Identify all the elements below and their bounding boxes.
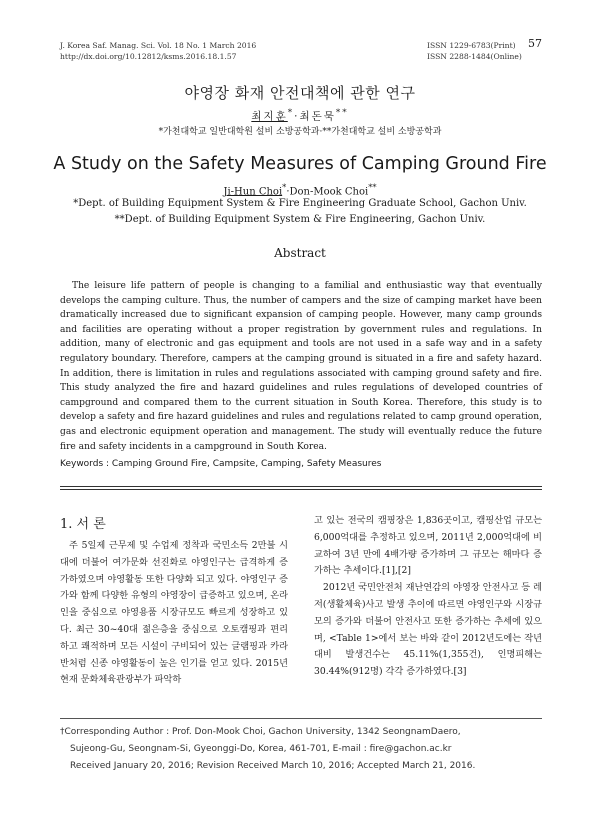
korean-title: 야영장 화재 안전대책에 관한 연구 <box>184 84 416 102</box>
doi-link[interactable]: http://dx.doi.org/10.12812/ksms.2016.18.1.57 <box>60 52 237 61</box>
abstract-heading: Abstract <box>274 246 326 260</box>
keywords: Keywords : Camping Ground Fire, Campsite, Camping, Safety Measures <box>60 459 382 469</box>
english-title: A Study on the Safety Measures of Camping Ground Fire <box>53 154 547 174</box>
english-author-1: Ji-Hun Choi <box>223 186 283 198</box>
english-affiliation-2: **Dept. of Building Equipment System & Fire Engineering, Gachon Univ. <box>114 214 486 225</box>
korean-author-1: 최지훈 <box>251 110 288 123</box>
running-header-left <box>60 40 256 62</box>
abstract-body <box>60 279 542 454</box>
english-authors <box>0 182 600 197</box>
left-column <box>60 538 288 689</box>
corresponding-author: †Corresponding Author : Prof. Don-Mook Choi, Gachon University, 1342 SeongnamDaero, <box>60 727 461 737</box>
divider-bottom <box>60 489 542 490</box>
journal-citation: J. Korea Saf. Manag. Sci. Vol. 18 No. 1 March 2016 <box>60 41 257 50</box>
korean-affiliation: *가천대학교 일반대학원 설비 소방공학과·**가천대학교 설비 소방공학과 <box>158 127 442 137</box>
english-author-2-mark: ** <box>368 182 377 192</box>
issn-print: ISSN 1229-6783(Print) <box>427 41 516 50</box>
korean-author-1-mark: * <box>287 108 295 118</box>
body-paragraph: 주 5일제 근무제 및 수업제 정착과 국민소득 2만불 시대에 더불어 여가문화 선진화로 야영인구는 급격하게 증가하였으며 야영활동 또한 다양화 되고 있다. 야영인구 증가와 함께 다양한 유형의 야영장이 급증하고 있으며, 온라인을 중심으로 야영용품 시장규모도 빠르게 성장하고 있다. 최근 30~40대 젊은층을 중심으로 오토캠핑과 편리하고 쾌적하며 모든 시설이 구비되어 있는 글램핑과 카라반처럼 신종 야영활동이 높은 인기를 얻고 있다. 2015년 현재 문화체육관광부가 파악하 <box>60 540 288 686</box>
footnote-rule <box>60 718 542 719</box>
korean-author-separator: · <box>294 110 300 123</box>
body-paragraph: 2012년 국민안전처 재난연감의 야영장 안전사고 등 레저(생활체육)사고 발생 추이에 따르면 야영인구와 시장규모의 증가와 더불어 안전사고 또한 증가하는 추세에 있으며, <Table 1>에서 보는 바와 같이 2012년도에는 작년 대비 발생건수는 45.11%(1,355건), 인명피해는 30.44%(912명) 각각 증가하였다.[3] <box>314 582 542 678</box>
divider-top <box>60 486 542 487</box>
english-affiliation-1: *Dept. of Building Equipment System & Fire Engineering Graduate School, Gachon Univ. <box>73 198 527 209</box>
footnote <box>60 724 550 775</box>
english-author-2: Don-Mook Choi <box>289 186 369 198</box>
body-paragraph-continued: 고 있는 전국의 캠핑장은 1,836곳이고, 캠핑산업 규모는 6,000억대를 추정하고 있으며, 2011년 2,000억대에 비교하여 3년 만에 4배가량 증가하며 그 규모는 해마다 증가하는 추세이다.[1],[2] <box>314 515 542 577</box>
english-author-separator: · <box>286 186 290 198</box>
korean-author-2-mark: ** <box>335 108 349 118</box>
running-header-right <box>427 40 522 62</box>
issn-online: ISSN 2288-1484(Online) <box>427 52 522 61</box>
author-address: Sujeong-Gu, Seongnam-Si, Gyeonggi-Do, Korea, 461-701, E-mail : fire@gachon.ac.kr <box>70 744 452 754</box>
page-number: 57 <box>528 37 542 50</box>
right-column <box>314 513 542 681</box>
abstract-text: The leisure life pattern of people is changing to a familial and enthusiastic way that eventually develops the camping culture. Thus, the number of campers and the size of camping market have been dramatically increased due to significant expansion of camping people. However, many camp grounds and facilities are operating without a proper registration by government rules and regulations. In addition, many of electronic and gas equipment and tools are not used in a safe way and in a safety regulatory boundary. Therefore, campers at the camping ground is situated in a fire and safety hazard. In addition, there is limitation in rules and regulations associated with camping ground safety and fire. This study analyzed the fire and hazard guidelines and rules regulations of developed countries of campground and compared them to the current situation in South Korea. Therefore, this study is to develop a safety and fire hazard guidelines and rules and regulations related to camp ground operation, gas and electronic equipment operation and management. The study will eventually reduce the future fire and safety incidents in a campground in South Korea. <box>60 281 542 452</box>
korean-author-2: 최돈묵 <box>299 110 336 123</box>
english-author-1-mark: * <box>282 182 287 192</box>
section-heading: 1. 서 론 <box>60 517 106 532</box>
korean-authors <box>0 108 600 124</box>
received-dates: Received January 20, 2016; Revision Received March 10, 2016; Accepted March 21, 2016. <box>70 761 476 771</box>
